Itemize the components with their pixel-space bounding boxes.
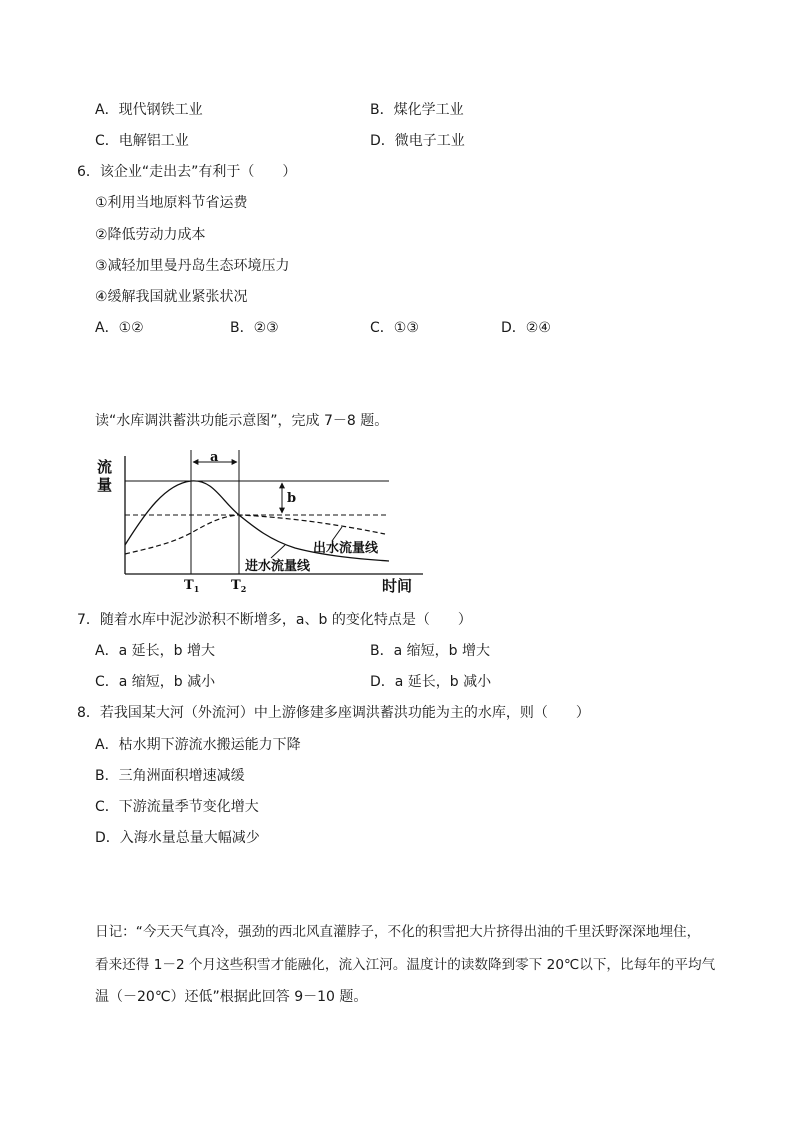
q6-option-d: D．②④ [501, 320, 551, 336]
diary-line-3: 温（－20℃）还低”根据此回答 9－10 题。 [95, 989, 368, 1005]
inflow-leader [271, 545, 285, 558]
q7-option-d: D．a 延长，b 减小 [370, 674, 492, 690]
diary-line-2: 看来还得 1－2 个月这些积雪才能融化，流入江河。温度计的读数降到零下 20℃以下，比每年的平均气 [95, 957, 716, 973]
reservoir-flow-diagram [95, 448, 435, 598]
q6-option-b: B．②③ [230, 320, 279, 336]
q7-stem: 7．随着水库中泥沙淤积不断增多，a、b 的变化特点是（ ） [77, 612, 472, 628]
y-label-bottom: 量 [97, 476, 113, 494]
q6-item-1: ①利用当地原料节省运费 [95, 195, 248, 211]
diary-line-1: 日记：“今天天气真冷，强劲的西北风直灌脖子，不化的积雪把大片挤得出油的千里沃野深深地埋住， [95, 924, 701, 940]
x-label: 时间 [382, 577, 413, 595]
q5-option-b: B．煤化学工业 [370, 102, 464, 118]
q5-option-d: D．微电子工业 [370, 133, 465, 149]
label-a: a [210, 450, 219, 465]
q8-option-a: A．枯水期下游流水搬运能力下降 [95, 737, 301, 753]
q6-item-4: ④缓解我国就业紧张状况 [95, 289, 248, 305]
q8-option-d: D．入海水量总量大幅减少 [95, 830, 260, 846]
y-label-top: 流 [97, 458, 113, 476]
outflow-label: 出水流量线 [313, 541, 379, 556]
q8-option-c: C．下游流量季节变化增大 [95, 799, 259, 815]
q6-option-a: A．①② [95, 320, 144, 336]
q6-item-2: ②降低劳动力成本 [95, 227, 206, 243]
q7-option-a: A．a 延长，b 增大 [95, 643, 215, 659]
q5-option-a: A．现代钢铁工业 [95, 102, 203, 118]
q8-option-b: B．三角洲面积增速减缓 [95, 768, 245, 784]
label-b: b [287, 491, 297, 506]
t2-label: $T_2$ [231, 578, 247, 594]
reservoir-flow-svg [95, 448, 435, 598]
q6-option-c: C．①③ [370, 320, 419, 336]
inflow-label: 进水流量线 [245, 559, 311, 574]
q5-option-c: C．电解铝工业 [95, 133, 189, 149]
q6-item-3: ③减轻加里曼丹岛生态环境压力 [95, 258, 290, 274]
q6-stem: 6．该企业“走出去”有利于（ ） [77, 164, 297, 180]
t1-label: $T_1$ [184, 578, 200, 594]
outflow-leader [332, 527, 342, 541]
q7-option-b: B．a 缩短，b 增大 [370, 643, 490, 659]
intro-7-8: 读“水库调洪蓄洪功能示意图”，完成 7－8 题。 [95, 413, 389, 429]
q8-stem: 8．若我国某大河（外流河）中上游修建多座调洪蓄洪功能为主的水库，则（ ） [77, 705, 590, 721]
q7-option-c: C．a 缩短，b 减小 [95, 674, 216, 690]
